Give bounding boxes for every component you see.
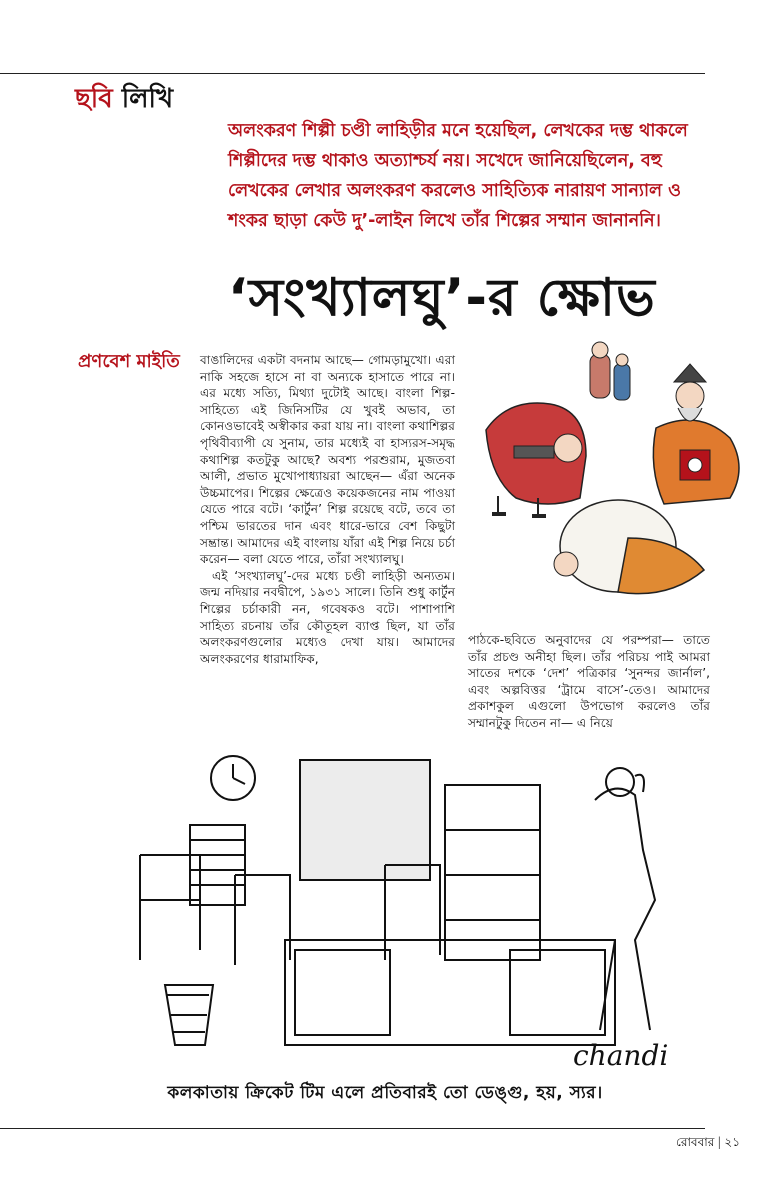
body-column-left — [200, 352, 455, 667]
page-number: ২১ — [724, 1135, 740, 1149]
figure-bowing-white — [554, 500, 704, 594]
author-byline: প্রণবেশ মাইতি — [78, 351, 180, 372]
body-paragraph: বাঙালিদের একটা বদনাম আছে— গোমড়ামুখো। এরা নাকি সহজে হাসে না বা অন্যকে হাসাতে পারে না। এর মধ্যে সত্যি, মিথ্যা দুটোই আছে। বাংলা শিল্প-সাহিত্যে এই জিনিসটির যে খুবই অভাব, তা কোনওভাবেই অস্বীকার করা যায় না। বাংলা কথাশিল্পর পৃথিবীব্যাপী যে সুনাম, তার মধ্যেই বা হাস্যরস-সমৃদ্ধ কথাশিল্প কতটুকু আছে? অবশ্য পরশুরাম, মুজতবা আলী, প্রভাত মুখোপাধ্যায়রা আছেন— এঁরা অনেক উচ্চমাপের। শিল্পের ক্ষেত্রেও কয়েকজনের নাম পাওয়া যেতে পারে বটে। ‘কার্টুন’ শিল্প রয়েছে বটে, তবে তা পশ্চিম ভারতের দান এবং ধারে-ভারে বেশ কিছুটা সম্ভ্রান্ত। আমাদের এই বাংলায় যাঁরা এই শিল্প নিয়ে চর্চা করেন— বলা যেতে পারে, তাঁরা সংখ্যালঘু। — [200, 353, 455, 567]
section-label-red: ছবি — [75, 84, 113, 114]
figures-background-women — [590, 342, 630, 400]
chair-middle — [235, 875, 290, 965]
bottom-rule — [0, 1128, 705, 1129]
file-stack — [190, 825, 245, 905]
body-column-right: পাঠকে-ছবিতে অনুবাদের যে পরম্পরা— তাতে তাঁর প্রচণ্ড অনীহা ছিল। তাঁর পরিচয় পাই আমরা সাতের দশকে ‘দেশ’ পত্রিকার ‘সুনন্দর জার্নাল’, এবং অল্পবিত্তর ‘ট্রামে বাসে’-তেও। আমাদের প্রকাশকুল এগুলো উপভোগ করলেও তাঁর সম্মানটুকু দিতেন না— এ নিয়ে — [468, 633, 710, 730]
notice-board — [300, 760, 430, 880]
cartoon-caption: কলকাতায় ক্রিকেট টিম এলে প্রতিবারই তো ডেঙ্গু, হয়, স্যর। — [167, 1083, 603, 1103]
cartoon-office-scene — [95, 740, 705, 1075]
intro-blurb: অলংকরণ শিল্পী চণ্ডী লাহিড়ীর মনে হয়েছিল, লেখকের দম্ভ থাকলে শিল্পীদের দম্ভ থাকাও অত্যাশ্চর্য নয়। সখেদে জানিয়েছিলেন, বহু লেখকের লেখার অলংকরণ করলেও সাহিত্যিক নারায়ণ সান্যাল ও শংকর ছাড়া কেউ দু’-লাইন লিখে তাঁর শিল্পের সম্মান জানাননি। — [228, 121, 688, 231]
figure-right-king — [653, 364, 739, 504]
cartoon-signature: chandi — [573, 1039, 669, 1072]
section-label — [75, 84, 173, 114]
headline: ‘সংখ্যালঘু’-র ক্ষোভ — [228, 268, 656, 328]
illustration-caricature — [468, 338, 753, 618]
office-desk — [285, 940, 615, 1045]
telephone-icon — [635, 775, 644, 792]
body-paragraph: এই ‘সংখ্যালঘু’-দের মধ্যে চণ্ডী লাহিড়ী অন্যতম। জন্ম নদিয়ার নবদ্বীপে, ১৯৩১ সালে। তিনি শুধু কার্টুন শিল্পের চর্চাকারী নন, গবেষকও বটে। পাশাপাশি সাহিত্য রচনায় তাঁর কৌতূহল ব্যাপ্ত ছিল, যা তাঁর অলংকরণগুলোর মধ্যেও দেখা যায়। আমাদের অলংকরণের ধারামাফিক, — [200, 568, 455, 666]
section-label-black: লিখি — [121, 84, 174, 114]
figure-red-robe — [486, 403, 586, 516]
magazine-name: রোববার — [675, 1135, 715, 1149]
top-rule — [0, 73, 705, 74]
filing-cabinet — [445, 785, 540, 960]
page-folio: রোববার | ২১ — [675, 1135, 740, 1149]
